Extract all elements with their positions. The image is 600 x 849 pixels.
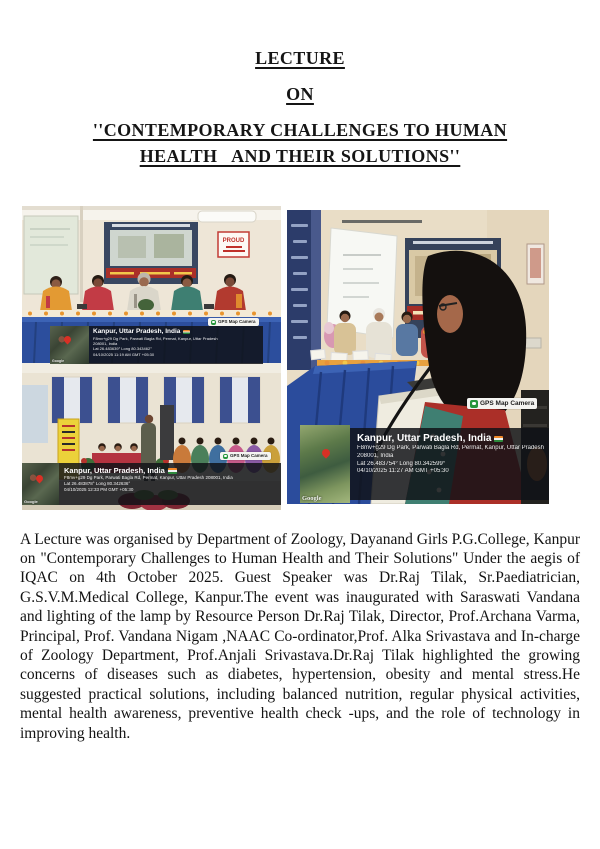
projection-screen [327,228,397,338]
gps-timestamp: 04/10/2025 11:27 AM GMT +05:30 [357,468,449,475]
gps-location: Kanpur, Uttar Pradesh, India [64,466,165,475]
wall-frame [527,244,544,284]
title-block [0,48,600,169]
camera-icon [223,454,228,459]
gps-text-panel [350,428,549,500]
photo-left-panel-and-hall [22,206,281,510]
side-screen [22,385,48,443]
gps-timestamp: 04/10/2025 12:33 PM GMT +05:30 [64,487,134,492]
map-thumbnail [300,425,350,503]
gps-overlay-left-top [50,326,263,364]
gps-overlay-right [350,428,549,500]
title-line-3: ''CONTEMPORARY CHALLENGES TO HUMAN [92,120,508,140]
india-flag-icon [168,468,177,474]
title-line-1: LECTURE [255,48,345,68]
google-watermark: Google [302,495,322,502]
title-line-4: HEALTH AND THEIR SOLUTIONS'' [139,146,461,166]
map-pin-icon [63,335,73,345]
gps-overlay-left-bottom [22,463,281,505]
map-thumbnail [50,326,89,364]
report-paragraph: A Lecture was organised by Department of Zoology, Dayanand Girls P.G.College, Kanpur on "Contemporary Challenges to Human Health and Their Solutions" Under the aegis of IQAC on 4th October 2025. Guest Speaker was Dr.Raj Tilak, Sr.Paediatrician, G.S.V.M.Medical College, Kanpur.The event was inaugurated with Saraswati Vandana and lighting of the lamp by Resource Person Dr.Raj Tilak, Director, Prof.Archana Varma, Principal, Prof. Vandana Nigam ,NAAC Co-ordinator,Prof. Alka Srivastava and In-charge of Zoology Department, Prof.Anjali Srivastava.Dr.Raj Tilak highlighted the growing concerns of diseases such as diabetes, hypertension, obesity and mental stress.He suggested practical solutions, including balanced nutrition, regular physical activities, mental health awareness, preventive health check -ups, and the role of technology in improving health. [20,530,580,742]
blue-drape [287,210,321,370]
wall-column [80,206,83,302]
map-pin-icon [35,474,45,484]
gps-coordinates: Lat 26.483754° Long 80.342599° [357,460,446,467]
camera-icon [211,320,216,325]
svg-text:PROUD: PROUD [222,238,245,244]
gps-text-panel [89,326,263,364]
india-flag-icon [494,436,503,442]
gps-address: F8mv+g29 Dg Park, Parwati Bagla Rd, Permat, Kanpur, Uttar Pradesh [93,336,218,341]
gps-map-camera-badge [467,398,537,409]
gps-map-camera-badge [220,452,271,460]
gps-location: Kanpur, Uttar Pradesh, India [93,328,181,335]
gps-address: F8mv+g29 Dg Park, Parwati Bagla Rd, Permat, Kanpur, Uttar Pradesh [357,445,544,451]
ac-unit [198,211,256,222]
title-line-2: ON [286,84,314,104]
gps-text-panel [59,463,281,505]
gps-coordinates: Lat 26.483639° Long 80.343462° [93,346,152,352]
gps-map-camera-badge [208,318,259,326]
map-pin-icon [320,447,331,458]
india-flag-icon [183,330,190,335]
speaker-pillar [160,405,174,460]
photo-speaker-podium [287,210,549,504]
gps-badge-label: GPS Map Camera [218,319,256,324]
gps-badge-label: GPS Map Camera [230,453,268,458]
gps-address2: 208001, India [357,452,394,459]
gps-badge-label: GPS Map Camera [480,400,535,407]
camera-icon [470,400,478,408]
table-plant [138,299,154,311]
gps-address2: 208001, India [93,341,118,347]
projector-rail [342,220,422,223]
gps-address: F8mv+g29 Dg Park, Parwati Bagla Rd, Permat, Kanpur, Uttar Pradesh 208001, India [64,475,233,480]
gps-timestamp: 04/10/2025 11:19 AM GMT +05:30 [93,351,155,357]
gps-coordinates: Lat 26.483878° Long 80.342636° [64,481,131,486]
google-watermark: Google [52,359,65,363]
gps-location: Kanpur, Uttar Pradesh, India [357,433,492,444]
event-banner [104,222,198,284]
map-thumbnail [22,463,59,505]
proud-sign [218,232,249,257]
google-watermark: Google [24,499,38,504]
